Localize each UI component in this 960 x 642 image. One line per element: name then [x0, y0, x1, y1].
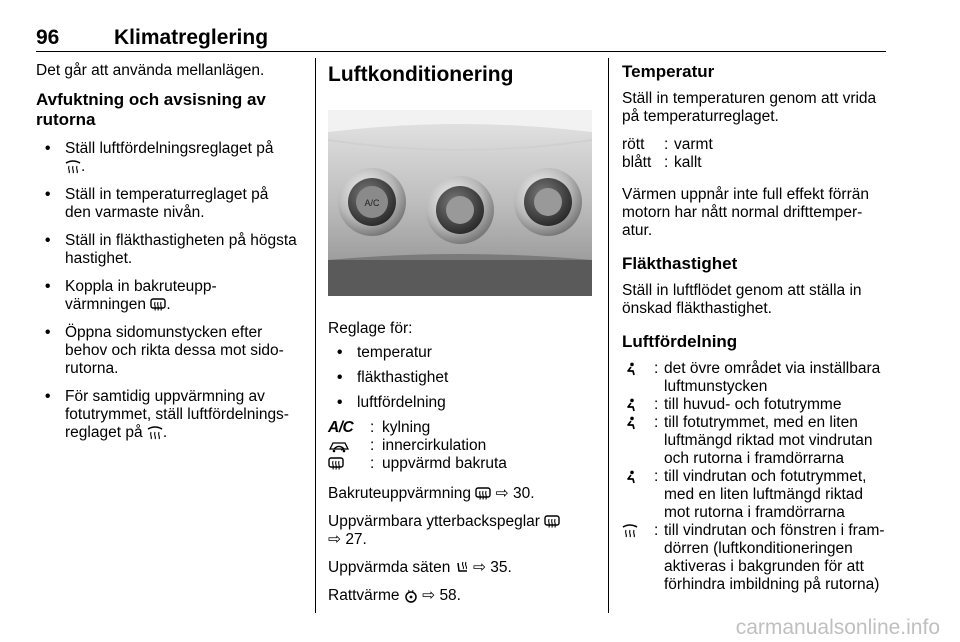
column-divider — [315, 58, 316, 613]
definition-row: : till fotutrymmet, med en liten luftmängd riktad mot vindrutan och rutorna i framdörrarna — [622, 414, 888, 468]
list-item: • temperatur — [337, 344, 432, 361]
page-reference[interactable]: 27. — [345, 531, 367, 548]
windscreen-defrost-icon — [65, 160, 81, 174]
definition-row: blått : kallt — [622, 154, 702, 171]
arrow-icon: ⇨ — [495, 485, 509, 502]
rear-window-heating-icon — [475, 487, 491, 501]
windscreen-defrost-icon — [622, 524, 638, 538]
list-item: • Ställ luftfördelningsreglaget på . — [45, 140, 274, 175]
temperature-text: Ställ in temperaturen genom att vrida på temperaturreglaget. — [622, 90, 877, 125]
page-reference[interactable]: 30. — [512, 485, 535, 502]
cross-reference: Bakruteuppvärmning ⇨ 30. — [328, 485, 535, 502]
section-heading-fan: Fläkthastighet — [622, 254, 738, 273]
temperature-note: Värmen uppnår inte full effekt förrän motorn har nått normal drifttemper- atur. — [622, 186, 869, 239]
temperature-definitions — [622, 136, 888, 172]
definition-row: rött : varmt — [622, 136, 713, 153]
page-reference[interactable]: 58. — [439, 587, 461, 604]
cross-reference: Uppvärmbara ytterbackspeglar ⇨ 27. — [328, 513, 592, 549]
arrow-icon: ⇨ — [328, 531, 341, 548]
section-heading-temperature: Temperatur — [622, 62, 715, 81]
steering-heating-icon — [404, 589, 418, 603]
section-heading-distribution: Luftfördelning — [622, 332, 738, 351]
column-settings — [622, 62, 888, 606]
button-definitions — [328, 419, 592, 473]
intro-text: Det går att använda mellanlägen. — [36, 62, 265, 79]
definition-row: : det övre området via inställbara luftmunstycken — [622, 360, 888, 396]
page-number: 96 — [36, 26, 60, 49]
cross-reference: Uppvärmda säten ⇨ 35. — [328, 559, 512, 576]
controls-list — [328, 344, 592, 412]
list-item: • luftfördelning — [337, 394, 446, 411]
section-heading-aircon: Luftkonditionering — [328, 63, 514, 86]
list-item: • För samtidig uppvärmning av fotutrymmet, ställ luftfördelnings- reglaget på . — [45, 388, 289, 441]
defog-steps — [36, 140, 298, 442]
climate-control-photo — [328, 110, 592, 296]
column-aircon — [328, 62, 592, 615]
definition-row: : innercirkulation — [328, 437, 592, 455]
definition-row: : till huvud- och fotutrymme — [622, 396, 888, 414]
definition-row: : uppvärmd bakruta — [328, 455, 592, 473]
recirculation-icon — [328, 439, 350, 453]
fan-text: Ställ in luftflödet genom att ställa in önskad fläkthastighet. — [622, 282, 862, 317]
arrow-icon: ⇨ — [422, 587, 436, 604]
rear-window-heating-icon — [544, 515, 560, 529]
page-header — [36, 26, 886, 52]
windscreen-footwell-icon — [622, 470, 638, 484]
rear-window-heating-icon — [328, 457, 344, 471]
footwell-icon — [622, 416, 638, 430]
controls-label: Reglage för: — [328, 320, 413, 337]
svg-text:A/C: A/C — [364, 198, 380, 208]
upper-vents-icon — [622, 362, 638, 376]
watermark: carmanualsonline.info — [735, 616, 940, 639]
rear-window-heating-icon — [150, 298, 166, 312]
list-item: • Ställ in fläkthastigheten på högsta hastighet. — [45, 232, 297, 267]
list-item: • fläkthastighet — [337, 369, 449, 386]
definition-row: : till vindrutan och fönstren i fram- dörren (luftkonditioneringen aktiveras i bakgrunden för att förhindra imbildning på rutorna) — [622, 522, 888, 594]
list-item: • Koppla in bakruteupp- värmningen . — [45, 278, 217, 313]
column-divider — [608, 58, 609, 613]
windscreen-footwell-icon — [147, 426, 163, 440]
list-item: • Öppna sidomunstycken efter behov och rikta dessa mot sido- rutorna. — [45, 324, 284, 377]
page-reference[interactable]: 35. — [490, 559, 512, 576]
upper-footwell-icon — [622, 398, 638, 412]
distribution-definitions — [622, 360, 888, 594]
seat-heating-icon — [455, 561, 469, 575]
arrow-icon: ⇨ — [472, 559, 486, 576]
ac-key-label: A/C — [328, 419, 354, 436]
column-defog — [36, 62, 298, 452]
definition-row: : till vindrutan och fotutrymmet, med en liten luftmängd riktad mot rutorna i framdörrarna — [622, 468, 888, 522]
section-heading-defog: Avfuktning och avsisning av rutorna — [36, 90, 266, 129]
cross-reference: Rattvärme ⇨ 58. — [328, 587, 461, 604]
list-item: • Ställ in temperaturreglaget på den varmaste nivån. — [45, 186, 269, 221]
definition-row: A/C : kylning — [328, 419, 431, 436]
chapter-title: Klimatreglering — [114, 26, 269, 49]
